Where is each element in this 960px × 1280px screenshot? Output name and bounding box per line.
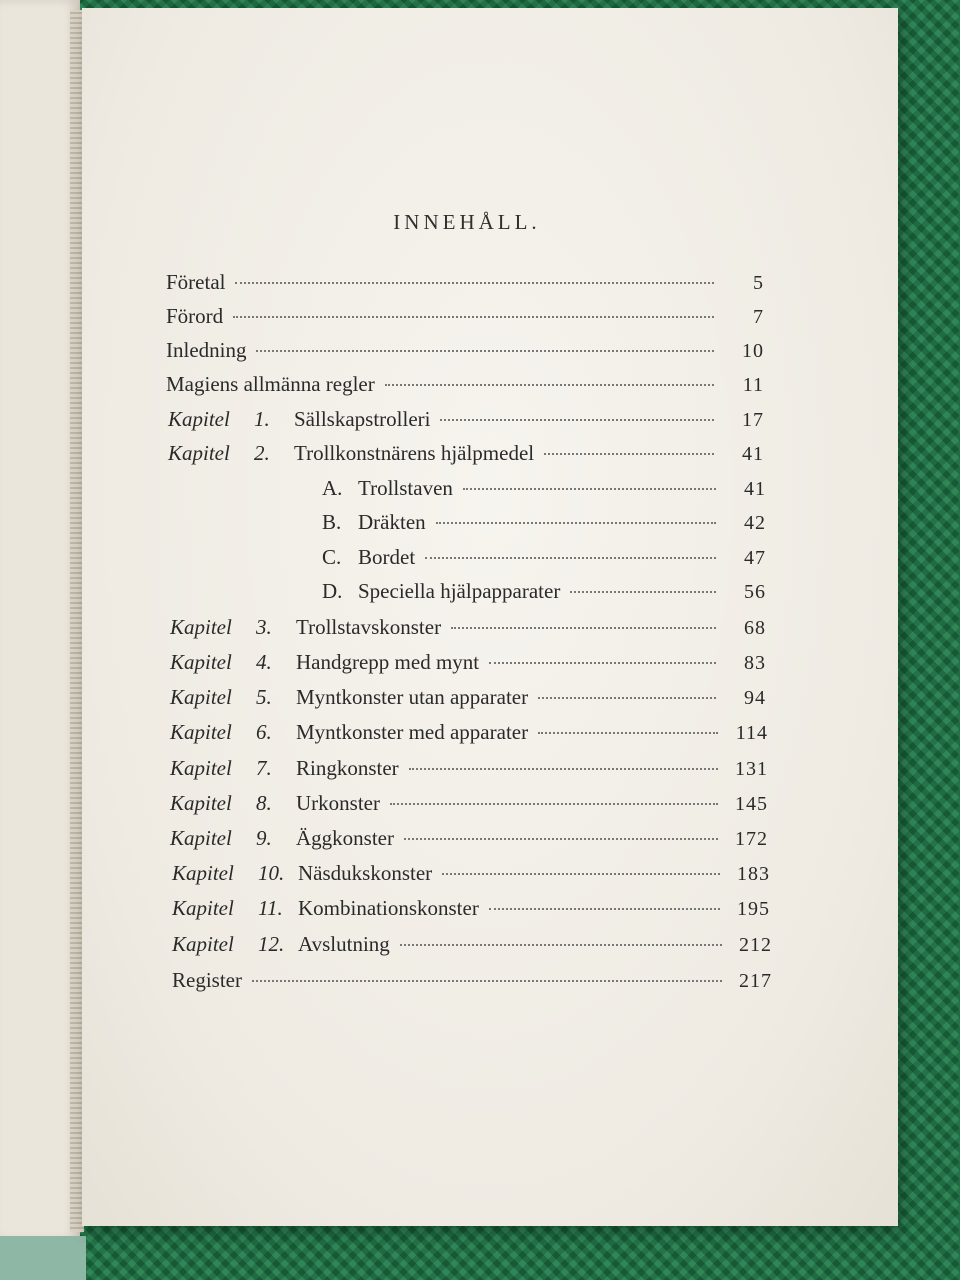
toc-heading: INNEHÅLL. [393, 210, 541, 234]
leader-dots [400, 944, 722, 946]
kapitel-label: Kapitel [170, 615, 232, 639]
toc-entry-kapitel-12 [172, 932, 772, 962]
leader-dots [390, 803, 718, 805]
kapitel-label: Kapitel [172, 932, 234, 956]
entry-page-number: 145 [735, 793, 768, 815]
entry-label: Urkonster [296, 791, 380, 815]
leader-dots [442, 873, 720, 875]
toc-entry-kapitel-7 [170, 756, 768, 786]
entry-label: Kombinationskonster [298, 896, 479, 920]
toc-entry-kapitel-2 [168, 441, 764, 471]
toc-entry-kapitel-4 [170, 650, 766, 680]
leader-dots [451, 627, 716, 629]
chapter-number: 1. [254, 407, 270, 431]
leader-dots [256, 350, 714, 352]
chapter-number: 2. [254, 441, 270, 465]
toc-entry-kapitel-9 [170, 826, 768, 856]
chapter-number: 6. [256, 720, 272, 744]
subsection-letter: A. [322, 476, 343, 500]
leader-dots [385, 384, 714, 386]
leader-dots [404, 838, 718, 840]
leader-dots [570, 591, 716, 593]
entry-label: Förord [166, 304, 224, 328]
chapter-number: 10. [258, 861, 285, 885]
entry-label: Speciella hjälpapparater [358, 579, 561, 603]
entry-label: Myntkonster utan apparater [296, 685, 529, 709]
leader-dots [538, 732, 718, 734]
entry-page-number: 172 [735, 828, 768, 850]
entry-label: Näsdukskonster [298, 861, 433, 885]
chapter-number: 5. [256, 685, 272, 709]
kapitel-label: Kapitel [170, 826, 232, 850]
entry-label: Trollkonstnärens hjälpmedel [294, 441, 535, 465]
left-page [0, 0, 80, 1240]
entry-page-number: 217 [739, 970, 772, 992]
leader-dots [252, 980, 722, 982]
entry-page-number: 17 [742, 409, 764, 431]
kapitel-label: Kapitel [172, 896, 234, 920]
leader-dots [544, 453, 714, 455]
entry-page-number: 47 [744, 547, 766, 569]
leader-dots [425, 557, 716, 559]
entry-label: Handgrepp med mynt [296, 650, 480, 674]
kapitel-label: Kapitel [168, 407, 230, 431]
entry-page-number: 41 [742, 443, 764, 465]
toc-entry-forord [166, 304, 764, 334]
entry-label: Trollstavskonster [296, 615, 442, 639]
chapter-number: 11. [258, 896, 283, 920]
subsection-letter: B. [322, 510, 342, 534]
subsection-letter: D. [322, 579, 343, 603]
kapitel-label: Kapitel [172, 861, 234, 885]
entry-page-number: 94 [744, 687, 766, 709]
toc-entry-foretal [166, 270, 764, 300]
entry-page-number: 195 [737, 898, 770, 920]
toc-entry-magiens-regler [166, 372, 764, 402]
leader-dots [489, 662, 716, 664]
toc-entry-kapitel-10 [172, 861, 770, 891]
toc-entry-register [172, 968, 772, 998]
entry-label: Trollstaven [358, 476, 453, 500]
entry-page-number: 131 [735, 758, 768, 780]
toc-entry-kapitel-1 [168, 407, 764, 437]
chapter-number: 7. [256, 756, 272, 780]
entry-label: Företal [166, 270, 226, 294]
toc-entry-kapitel-6 [170, 720, 768, 750]
entry-page-number: 42 [744, 512, 766, 534]
chapter-number: 3. [256, 615, 272, 639]
toc-entry-kapitel-5 [170, 685, 766, 715]
toc-entry-kapitel-8 [170, 791, 768, 821]
entry-label: Inledning [166, 338, 247, 362]
chapter-number: 12. [258, 932, 285, 956]
leader-dots [489, 908, 720, 910]
leader-dots [235, 282, 714, 284]
entry-label: Register [172, 968, 242, 992]
toc-subentry-a [322, 476, 766, 506]
entry-label: Ringkonster [296, 756, 399, 780]
entry-page-number: 11 [742, 374, 764, 396]
leader-dots [440, 419, 714, 421]
kapitel-label: Kapitel [170, 791, 232, 815]
leader-dots [463, 488, 716, 490]
book-cover-edge [0, 1236, 86, 1280]
entry-page-number: 10 [742, 340, 764, 362]
entry-page-number: 7 [753, 306, 764, 328]
entry-page-number: 83 [744, 652, 766, 674]
toc-entry-inledning [166, 338, 764, 368]
kapitel-label: Kapitel [168, 441, 230, 465]
entry-page-number: 212 [739, 934, 772, 956]
kapitel-label: Kapitel [170, 685, 232, 709]
entry-label: Äggkonster [296, 826, 394, 850]
entry-label: Avslutning [298, 932, 390, 956]
kapitel-label: Kapitel [170, 650, 232, 674]
entry-page-number: 68 [744, 617, 766, 639]
toc-entry-kapitel-11 [172, 896, 770, 926]
entry-label: Magiens allmänna regler [166, 372, 375, 396]
toc-subentry-d [322, 579, 766, 609]
subsection-letter: C. [322, 545, 342, 569]
entry-label: Bordet [358, 545, 416, 569]
chapter-number: 4. [256, 650, 272, 674]
entry-label: Dräkten [358, 510, 426, 534]
kapitel-label: Kapitel [170, 720, 232, 744]
toc-subentry-b [322, 510, 766, 540]
leader-dots [436, 522, 716, 524]
entry-label: Myntkonster med apparater [296, 720, 529, 744]
kapitel-label: Kapitel [170, 756, 232, 780]
leader-dots [538, 697, 716, 699]
entry-page-number: 41 [744, 478, 766, 500]
entry-label: Sällskapstrolleri [294, 407, 431, 431]
chapter-number: 8. [256, 791, 272, 815]
entry-page-number: 114 [735, 722, 768, 744]
toc-entry-kapitel-3 [170, 615, 766, 645]
chapter-number: 9. [256, 826, 272, 850]
entry-page-number: 56 [744, 581, 766, 603]
entry-page-number: 5 [753, 272, 764, 294]
entry-page-number: 183 [737, 863, 770, 885]
leader-dots [233, 316, 714, 318]
leader-dots [409, 768, 718, 770]
toc-subentry-c [322, 545, 766, 575]
